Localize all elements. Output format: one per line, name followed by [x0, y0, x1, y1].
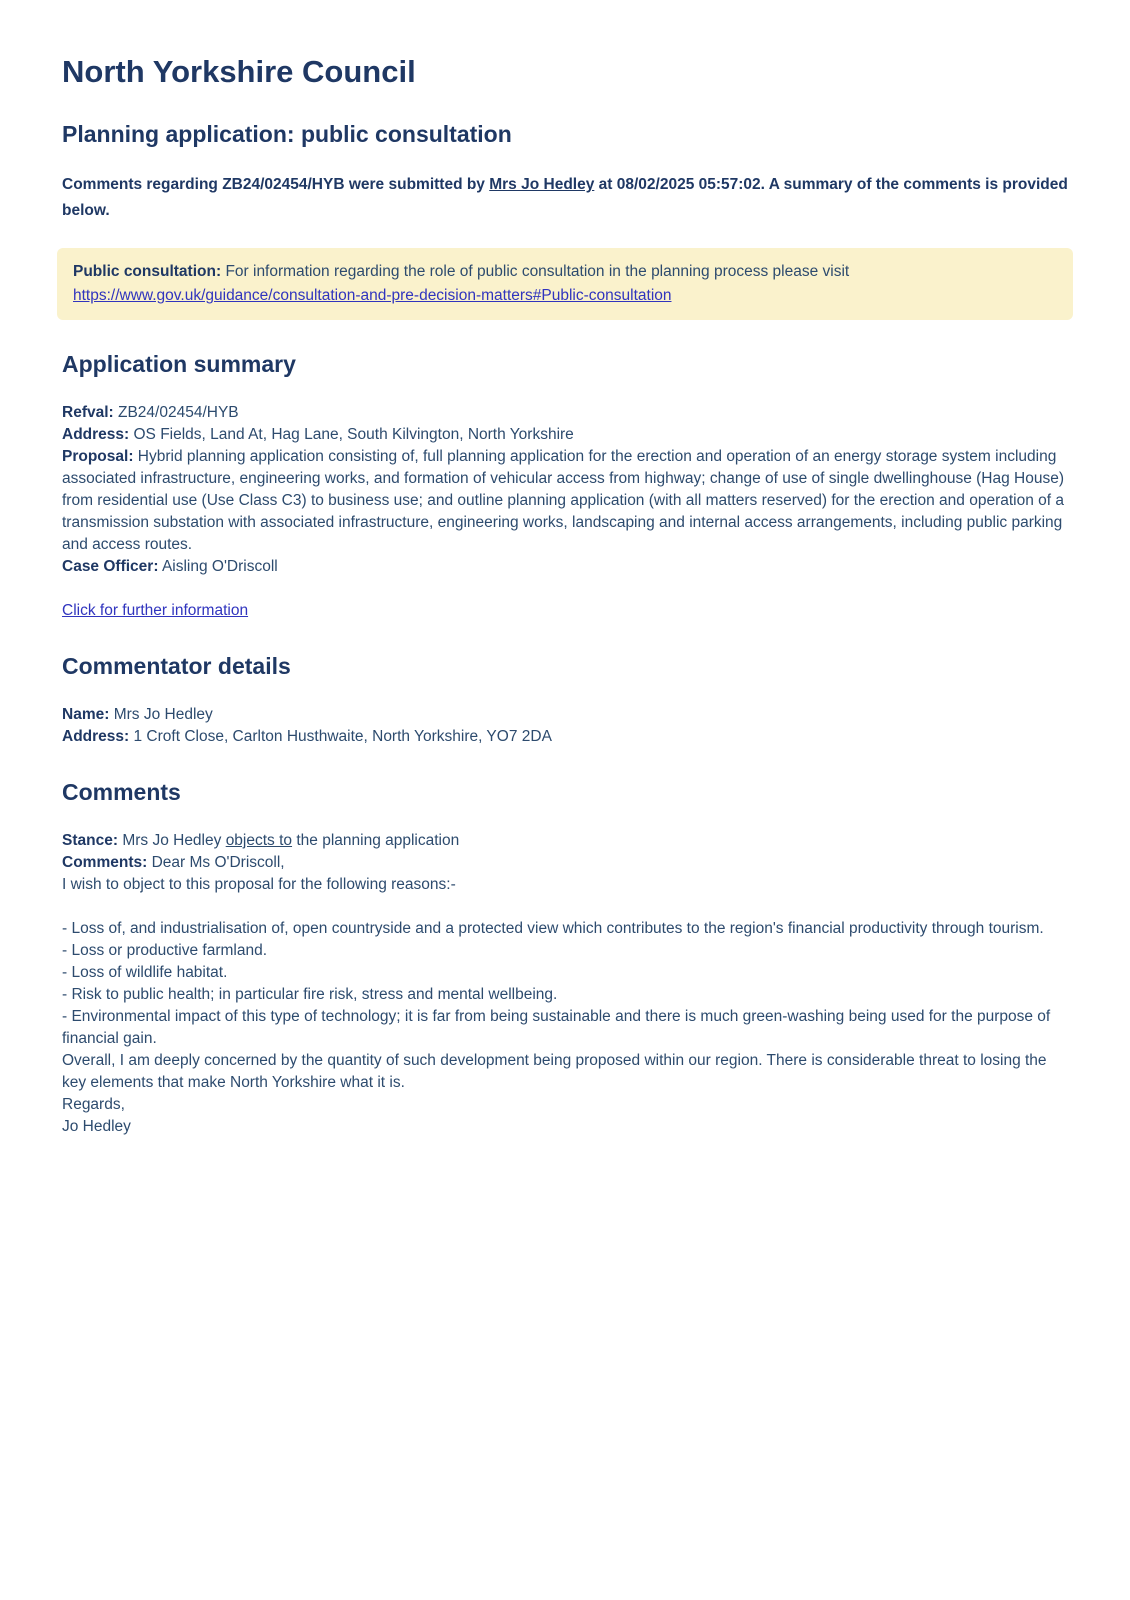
- comments-heading: Comments: [62, 779, 181, 805]
- intro-text-before: Comments regarding ZB24/02454/HYB were submitted by: [62, 176, 490, 193]
- comments-body-label: Comments:: [62, 854, 148, 871]
- proposal-label: Proposal:: [62, 448, 134, 465]
- commentator-name-link[interactable]: Mrs Jo Hedley: [489, 176, 595, 193]
- signoff: Regards,: [62, 1096, 125, 1113]
- page-subtitle: Planning application: public consultation: [62, 121, 512, 147]
- notice-text: For information regarding the role of public consultation in the planning process please visit: [225, 263, 850, 280]
- objection-item: - Loss or productive farmland.: [62, 942, 268, 959]
- signature: Jo Hedley: [62, 1118, 131, 1135]
- proposal-row: [62, 446, 1068, 556]
- comments-summary: Overall, I am deeply concerned by the quantity of such development being proposed within our region. There is considerable threat to losing the key elements that make North Yorkshire what it is.: [62, 1052, 1047, 1091]
- proposal-value: Hybrid planning application consisting of, full planning application for the erection and operation of an energy storage system including associated infrastructure, engineering works, and formation of vehicular access from highway; change of use of single dwellinghouse (Hag House) from residential use (Use Class C3) to business use; and outline planning application (with all matters reserved) for the erection and operation of a transmission substation with associated infrastructure, engineering works, landscaping and internal access arrangements, including public parking and access routes.: [62, 448, 1065, 553]
- site-address-value: OS Fields, Land At, Hag Lane, South Kilvington, North Yorkshire: [133, 426, 574, 443]
- intro-paragraph: [62, 172, 1068, 224]
- stance-label: Stance:: [62, 832, 118, 849]
- reasons-intro: I wish to object to this proposal for the following reasons:-: [62, 876, 456, 893]
- objection-item: - Risk to public health; in particular fire risk, stress and mental wellbeing.: [62, 986, 558, 1003]
- commentator-name-label: Name:: [62, 706, 110, 723]
- case-officer-row: [62, 556, 1068, 578]
- commentator-details-heading: Commentator details: [62, 653, 291, 679]
- commentator-address-label: Address:: [62, 728, 130, 745]
- refval-value: ZB24/02454/HYB: [118, 404, 239, 421]
- notice-label: Public consultation:: [73, 263, 222, 280]
- gov-uk-consultation-link[interactable]: https://www.gov.uk/guidance/consultation-and-pre-decision-matters#Public-consultation: [73, 287, 672, 304]
- commentator-address-row: [62, 726, 1068, 748]
- intro-text-after: at 08/02/2025 05:57:02. A summary of the comments is provided below.: [62, 176, 1068, 219]
- refval-row: [62, 402, 1068, 424]
- stance-emphasis: objects to: [225, 832, 293, 849]
- objections-list: [62, 918, 1068, 1050]
- objection-item: - Loss of, and industrialisation of, open countryside and a protected view which contributes to the region's financial productivity through tourism.: [62, 920, 1044, 937]
- public-consultation-notice: [57, 248, 1073, 320]
- commentator-address-value: 1 Croft Close, Carlton Husthwaite, North Yorkshire, YO7 2DA: [133, 728, 552, 745]
- refval-label: Refval:: [62, 404, 114, 421]
- objection-item: - Environmental impact of this type of technology; it is far from being sustainable and there is much green-washing being used for the purpose of financial gain.: [62, 1008, 1051, 1047]
- objection-item: - Loss of wildlife habitat.: [62, 964, 228, 981]
- application-summary-block: [62, 402, 1068, 578]
- application-summary-heading: Application summary: [62, 351, 296, 377]
- further-info-row: [62, 600, 1068, 622]
- stance-row: [62, 830, 1068, 852]
- stance-text-before: Mrs Jo Hedley: [122, 832, 226, 849]
- case-officer-label: Case Officer:: [62, 558, 159, 575]
- comments-block: [62, 830, 1068, 1138]
- page-title: North Yorkshire Council: [62, 54, 416, 89]
- comments-salutation: Dear Ms O'Driscoll,: [151, 854, 285, 871]
- site-address-row: [62, 424, 1068, 446]
- commentator-name-row: [62, 704, 1068, 726]
- commentator-name-value: Mrs Jo Hedley: [113, 706, 213, 723]
- commentator-details-block: [62, 704, 1068, 748]
- case-officer-value: Aisling O'Driscoll: [161, 558, 278, 575]
- comments-salutation-row: [62, 852, 1068, 874]
- site-address-label: Address:: [62, 426, 130, 443]
- stance-text-after: the planning application: [292, 832, 460, 849]
- further-info-link[interactable]: Click for further information: [62, 602, 249, 619]
